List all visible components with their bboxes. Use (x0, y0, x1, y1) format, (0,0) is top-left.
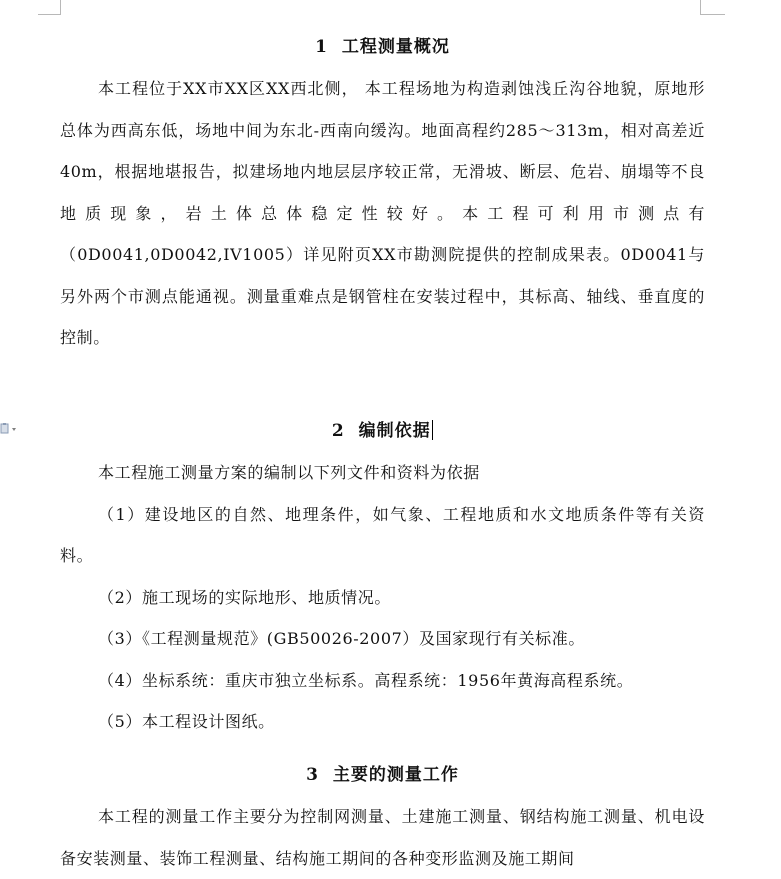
body-paragraph[interactable]: 本工程的测量工作主要分为控制网测量、土建施工测量、钢结构施工测量、机电设备安装测量、装饰工程测量、结构施工期间的各种变形监测及施工期间 (60, 807, 705, 868)
section-heading (60, 412, 705, 450)
section-2 (60, 412, 705, 743)
section-title: 编制依据 (358, 421, 431, 441)
page-corner-mark-right (700, 0, 725, 15)
section-number: 2 (331, 421, 345, 441)
body-paragraph[interactable]: 本工程施工测量方案的编制以下列文件和资料为依据 (98, 463, 480, 482)
section-3 (60, 756, 705, 879)
list-item[interactable]: （4）坐标系统：重庆市独立坐标系。高程系统：1956年黄海高程系统。 (98, 670, 634, 690)
list-item[interactable]: （5）本工程设计图纸。 (98, 712, 275, 731)
section-title: 主要的测量工作 (332, 765, 459, 785)
section-title: 工程测量概况 (341, 37, 450, 57)
section-1 (60, 28, 705, 359)
list-item[interactable]: （3）《工程测量规范》(GB50026-2007）及国家现行有关标准。 (98, 629, 585, 648)
section-heading (60, 28, 705, 66)
section-number: 1 (315, 37, 328, 57)
list-item[interactable]: （1）建设地区的自然、地理条件，如气象、工程地质和水文地质条件等有关资料。 (60, 504, 705, 565)
body-paragraph[interactable]: 本工程位于XX市XX区XX西北侧， 本工程场地为构造剥蚀浅丘沟谷地貌，原地形总体为西高东低，场地中间为东北-西南向缓沟。地面高程约285～313m，相对高差近40m，根据地堪报告，拟建场地内地层层序较正常，无滑坡、断层、危岩、崩塌等不良地质现象，岩土体总体稳定性较好。本工程可利用市测点有（0D0041,0D0042,IV1005）详见附页XX市勘测院提供的控制成果表。0D0041与另外两个市测点能通视。测量重难点是钢管柱在安装过程中，其标高、轴线、垂直度的控制。 (60, 79, 705, 347)
text-cursor (432, 420, 434, 440)
page-corner-mark-left (38, 0, 61, 15)
section-heading (60, 756, 705, 794)
list-item[interactable]: （2）施工现场的实际地形、地质情况。 (98, 587, 391, 607)
paste-options-icon[interactable] (0, 421, 20, 435)
section-number: 3 (306, 765, 319, 785)
